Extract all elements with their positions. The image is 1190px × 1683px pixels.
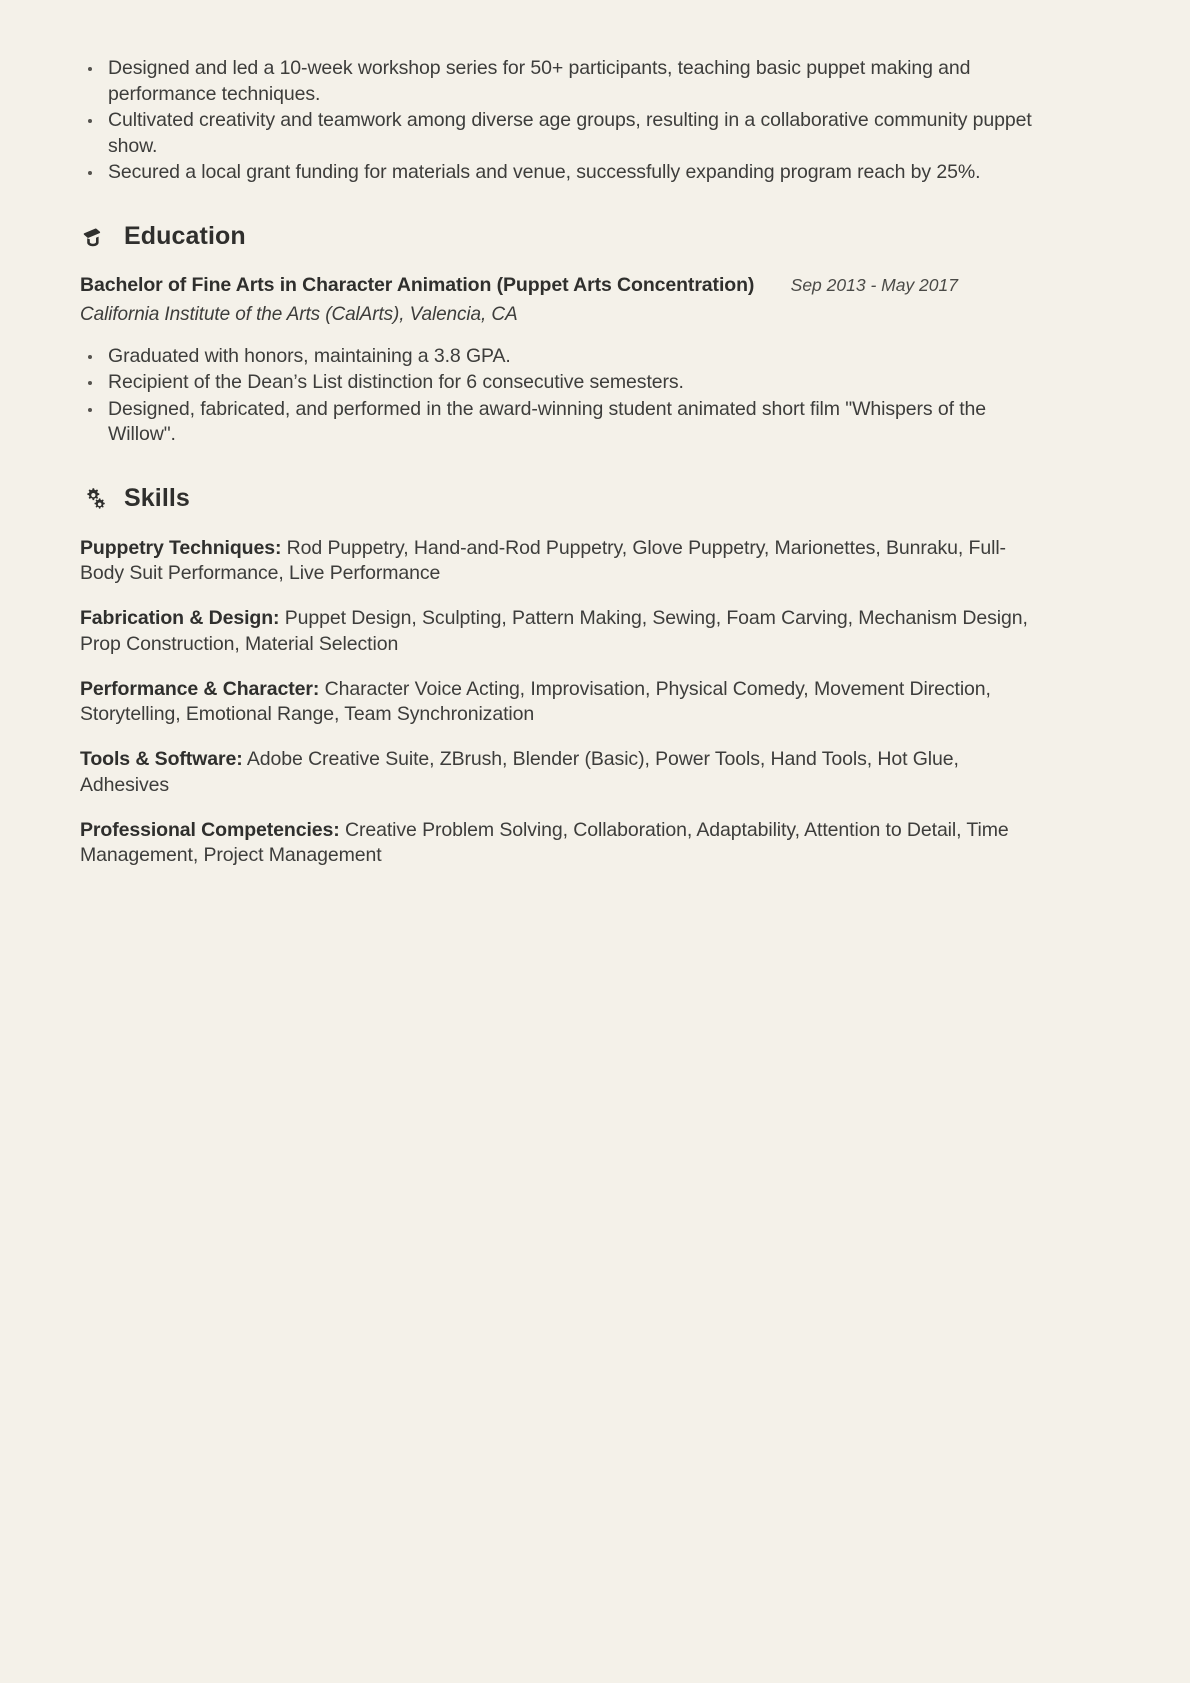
list-item: Designed and led a 10-week workshop series for 50+ participants, teaching basic puppet making and performance techniques. <box>80 56 1040 107</box>
institution-name: California Institute of the Arts (CalArts), Valencia, CA <box>80 303 518 325</box>
skill-category <box>80 818 1032 869</box>
skill-category-label: Puppetry Techniques: <box>80 536 282 559</box>
list-item: Cultivated creativity and teamwork among diverse age groups, resulting in a collaborative community puppet show. <box>80 108 1040 159</box>
gears-icon <box>80 484 110 514</box>
skill-category-items: Puppet Design, Sculpting, Pattern Making, Sewing, Foam Carving, Mechanism Design, Prop Construction, Material Selection <box>80 607 1028 655</box>
experience-bullet-list <box>80 56 1040 186</box>
skills-list <box>80 536 1040 869</box>
list-item: Graduated with honors, maintaining a 3.8 GPA. <box>80 344 1040 370</box>
skill-category-items: Rod Puppetry, Hand-and-Rod Puppetry, Glove Puppetry, Marionettes, Bunraku, Full-Body Suit Performance, Live Performance <box>80 536 1006 584</box>
education-date-range: Sep 2013 - May 2017 <box>790 274 958 295</box>
education-entry <box>80 274 1040 448</box>
skill-category-items: Adobe Creative Suite, ZBrush, Blender (Basic), Power Tools, Hand Tools, Hot Glue, Adhesives <box>80 748 959 796</box>
skill-category <box>80 677 1032 728</box>
skill-category <box>80 606 1032 657</box>
skill-category-label: Performance & Character: <box>80 677 320 700</box>
list-item: Secured a local grant funding for materials and venue, successfully expanding program reach by 25%. <box>80 160 1040 186</box>
section-title: Skills <box>124 484 190 512</box>
list-item: Recipient of the Dean’s List distinction for 6 consecutive semesters. <box>80 370 1040 396</box>
skill-category-label: Tools & Software: <box>80 748 243 770</box>
list-item: Designed, fabricated, and performed in the award-winning student animated short film "Whispers of the Willow". <box>80 397 1040 448</box>
skill-category <box>80 747 1032 798</box>
section-title: Education <box>124 222 246 250</box>
skills-section-header <box>80 484 1040 514</box>
graduation-cap-icon <box>80 222 110 252</box>
skill-category-items: Creative Problem Solving, Collaboration, Adaptability, Attention to Detail, Time Management, Project Management <box>80 818 1009 866</box>
skill-category-label: Fabrication & Design: <box>80 607 280 629</box>
education-section-header <box>80 222 1040 252</box>
degree-title: Bachelor of Fine Arts in Character Animation (Puppet Arts Concentration) <box>80 273 755 296</box>
skill-category-items: Character Voice Acting, Improvisation, Physical Comedy, Movement Direction, Storytelling, Emotional Range, Team Synchronization <box>80 677 991 725</box>
education-bullet-list <box>80 344 1040 448</box>
skill-category-label: Professional Competencies: <box>80 818 340 841</box>
skill-category <box>80 536 1032 587</box>
education-entry-header <box>80 274 1040 297</box>
